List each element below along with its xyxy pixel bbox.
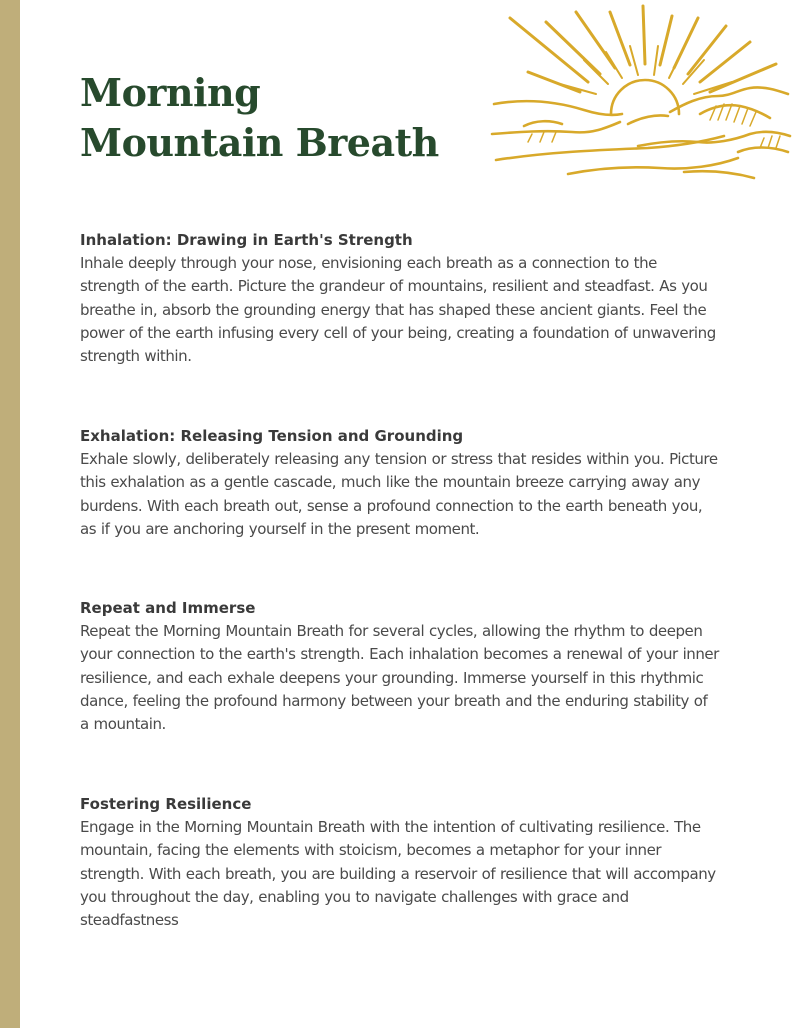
page-title [80,68,439,168]
section-repeat-and-immerse [80,597,720,736]
left-accent-bar [0,0,20,1028]
section-heading: Fostering Resilience [80,795,252,813]
section-exhalation [80,425,720,541]
page-title-line-2: Mountain Breath [80,120,439,165]
section-body: Engage in the Morning Mountain Breath with the intention of cultivating resilience. The mountain, facing the elements with stoicism, becomes a metaphor for your inner strength. With each breath, you are building a reservoir of resilience that will accompany you throughout the day, enabling you to navigate challenges with grace and steadfastness [80,818,716,930]
section-heading: Repeat and Immerse [80,599,256,617]
section-body: Repeat the Morning Mountain Breath for several cycles, allowing the rhythm to deepen your connection to the earth's strength. Each inhalation becomes a renewal of your inner resilience, and each exhale deepens your grounding. Immerse yourself in this rhythmic dance, feeling the profound harmony between your breath and the enduring stability of a mountain. [80,622,719,734]
section-body: Exhale slowly, deliberately releasing any tension or stress that resides within you. Picture this exhalation as a gentle cascade, much like the mountain breeze carrying away any burdens. With each breath out, sense a profound connection to the earth beneath you, as if you are anchoring yourself in the present moment. [80,450,718,538]
section-heading: Exhalation: Releasing Tension and Grounding [80,427,464,445]
page-title-line-1: Morning [80,70,261,115]
section-body: Inhale deeply through your nose, envisioning each breath as a connection to the strength of the earth. Picture the grandeur of mountains, resilient and steadfast. As you breathe in, absorb the grounding energy that has shaped these ancient giants. Feel the power of the earth infusing every cell of your being, creating a foundation of unwavering strength within. [80,254,716,366]
section-inhalation [80,229,720,368]
section-fostering-resilience [80,793,720,932]
section-heading: Inhalation: Drawing in Earth's Strength [80,231,413,249]
sunrise-over-mountains-icon [488,2,794,182]
